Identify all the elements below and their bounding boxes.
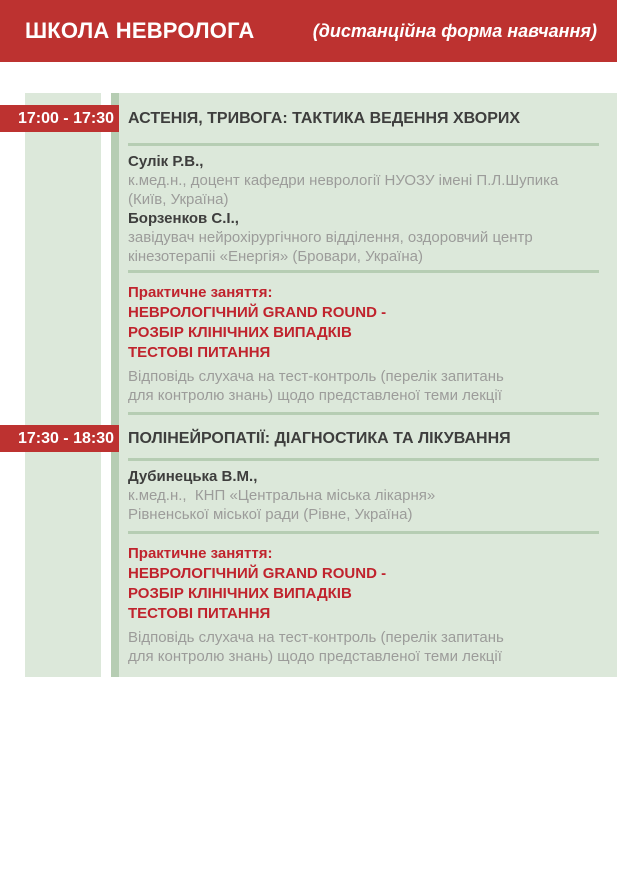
session-1-header xyxy=(128,105,599,132)
separator xyxy=(128,270,599,273)
session-1-time-badge: 17:00 - 17:30 xyxy=(0,105,124,132)
practical-note-line: Відповідь слухача на тест-контроль (перелік запитань xyxy=(128,629,504,646)
practical-note xyxy=(128,367,599,405)
practical-label: Практичне заняття: xyxy=(128,545,273,562)
session-1-practical xyxy=(128,283,599,405)
practical-title-line: ТЕСТОВІ ПИТАННЯ xyxy=(128,344,271,361)
page-title: ШКОЛА НЕВРОЛОГА xyxy=(25,18,255,43)
schedule-accent-stripe xyxy=(111,93,119,677)
separator xyxy=(128,458,599,461)
session-1-title: АСТЕНІЯ, ТРИВОГА: ТАКТИКА ВЕДЕННЯ ХВОРИХ xyxy=(128,109,521,127)
speaker-description-line: (Київ, Україна) xyxy=(128,191,229,208)
practical-note-line: для контролю знань) щодо представленої теми лекції xyxy=(128,648,502,665)
practical-label: Практичне заняття: xyxy=(128,284,273,301)
speaker-description-line: кінезотерапіі «Енергія» (Бровари, Україна) xyxy=(128,248,423,265)
session-2-practical xyxy=(128,544,599,666)
header-bar xyxy=(0,0,617,62)
practical-title-line: РОЗБІР КЛІНІЧНИХ ВИПАДКІВ xyxy=(128,585,352,602)
practical-title-line: ТЕСТОВІ ПИТАННЯ xyxy=(128,605,271,622)
separator xyxy=(128,143,599,146)
session-2-header xyxy=(128,425,599,452)
speaker-name: Дубинецька В.М., xyxy=(128,468,258,485)
practical-title-line: РОЗБІР КЛІНІЧНИХ ВИПАДКІВ xyxy=(128,324,352,341)
practical-note xyxy=(128,628,599,666)
practical-note-line: Відповідь слухача на тест-контроль (перелік запитань xyxy=(128,368,504,385)
speaker-description-line: Рівненської міської ради (Рівне, Україна) xyxy=(128,506,413,523)
speaker-description-line: к.мед.н., КНП «Центральна міська лікарня» xyxy=(128,487,436,504)
speaker-name: Борзенков С.І., xyxy=(128,210,239,227)
speaker-description-line: к.мед.н., доцент кафедри неврології НУОЗУ імені П.Л.Шупика xyxy=(128,172,559,189)
schedule-left-column xyxy=(25,93,101,677)
session-2-speakers xyxy=(128,467,599,524)
training-format-label: (дистанційна форма навчання) xyxy=(312,20,597,41)
schedule-panel xyxy=(119,93,617,677)
speaker-name: Сулік Р.В., xyxy=(128,153,204,170)
session-2-time-badge: 17:30 - 18:30 xyxy=(0,425,124,452)
session-1-speakers xyxy=(128,152,599,266)
practical-note-line: для контролю знань) щодо представленої теми лекції xyxy=(128,387,502,404)
separator xyxy=(128,412,599,415)
session-2-title: ПОЛІНЕЙРОПАТІЇ: ДІАГНОСТИКА ТА ЛІКУВАННЯ xyxy=(128,429,511,447)
practical-title-line: НЕВРОЛОГІЧНИЙ GRAND ROUND - xyxy=(128,565,387,582)
separator xyxy=(128,531,599,534)
practical-title-line: НЕВРОЛОГІЧНИЙ GRAND ROUND - xyxy=(128,304,387,321)
speaker-description-line: завідувач нейрохірургічного відділення, оздоровчий центр xyxy=(128,229,533,246)
